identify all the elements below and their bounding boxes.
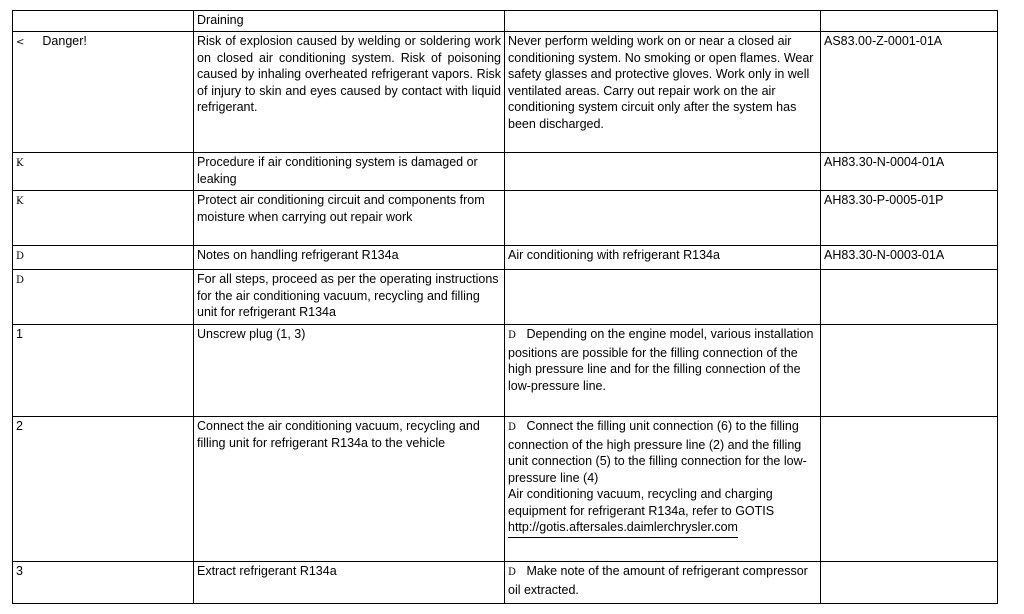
document-icon: D	[508, 422, 517, 433]
note-cell	[505, 11, 821, 32]
reference-cell	[821, 270, 998, 325]
note-cell: Air conditioning with refrigerant R134a	[505, 246, 821, 270]
section-heading: Draining	[194, 11, 505, 32]
step-text: Connect the air conditioning vacuum, recycling and filling unit for refrigerant R134a to the vehicle	[194, 417, 505, 562]
row-symbol-cell	[13, 11, 194, 32]
reference-cell	[821, 417, 998, 562]
step-text: Extract refrigerant R134a	[194, 562, 505, 604]
row-symbol-cell	[13, 191, 194, 246]
step-number: 2	[13, 417, 194, 562]
table-row	[13, 153, 998, 191]
risk-description: Risk of explosion caused by welding or soldering work on closed air conditioning system. Risk of poisoning caused by inhaling overheated refrigerant vapors. Risk of injury to skin and eyes caused by contact with liquid refrigerant.	[194, 32, 505, 153]
document-reference[interactable]: AS83.00-Z-0001-01A	[821, 32, 998, 153]
danger-cell	[13, 32, 194, 153]
table-row	[13, 417, 998, 562]
table-row	[13, 32, 998, 153]
note-text: Connect the filling unit connection (6) to the filling connection of the high pressure line (2) and the filling unit connection (5) to the filling connection for the low-pressure line (4)	[508, 419, 807, 485]
reference-cell	[821, 11, 998, 32]
step-number: 1	[13, 325, 194, 417]
step-text: Notes on handling refrigerant R134a	[194, 246, 505, 270]
table-row	[13, 270, 998, 325]
warning-icon: <	[16, 37, 25, 48]
document-reference[interactable]: AH83.30-N-0004-01A	[821, 153, 998, 191]
equipment-note: Air conditioning vacuum, recycling and charging equipment for refrigerant R134a, refer to GOTIS	[508, 487, 775, 518]
step-text: Unscrew plug (1, 3)	[194, 325, 505, 417]
document-icon: D	[16, 251, 25, 262]
reference-cell	[821, 325, 998, 417]
table-row	[13, 191, 998, 246]
document-icon: D	[508, 567, 517, 578]
gotis-link[interactable]: http://gotis.aftersales.daimlerchrysler.com	[508, 519, 738, 538]
note-symbol-icon: K	[16, 158, 24, 169]
row-symbol-cell	[13, 153, 194, 191]
table-row	[13, 246, 998, 270]
procedure-table	[12, 10, 998, 604]
document-reference[interactable]: AH83.30-N-0003-01A	[821, 246, 998, 270]
danger-label: Danger!	[42, 34, 87, 48]
note-cell	[505, 191, 821, 246]
note-text: Make note of the amount of refrigerant compressor oil extracted.	[508, 564, 808, 597]
note-cell	[505, 270, 821, 325]
note-symbol-icon: K	[16, 196, 24, 207]
note-text: Depending on the engine model, various installation positions are possible for the filling connection of the high pressure line and for the filling connection of the low-pressure line.	[508, 327, 814, 393]
safety-instructions: Never perform welding work on or near a closed air conditioning system. No smoking or open flames. Wear safety glasses and protective gloves. Work only in well ventilated areas. Carry out repair work on the air conditioning system circuit only after the system has been discharged.	[505, 32, 821, 153]
document-icon: D	[16, 275, 25, 286]
note-cell	[505, 562, 821, 604]
step-text: Procedure if air conditioning system is damaged or leaking	[194, 153, 505, 191]
reference-cell	[821, 562, 998, 604]
step-text: For all steps, proceed as per the operating instructions for the air conditioning vacuum, recycling and filling unit for refrigerant R134a	[194, 270, 505, 325]
step-text: Protect air conditioning circuit and components from moisture when carrying out repair work	[194, 191, 505, 246]
table-row	[13, 325, 998, 417]
step-number: 3	[13, 562, 194, 604]
row-symbol-cell	[13, 246, 194, 270]
row-symbol-cell	[13, 270, 194, 325]
table-row	[13, 562, 998, 604]
document-reference[interactable]: AH83.30-P-0005-01P	[821, 191, 998, 246]
note-cell	[505, 153, 821, 191]
note-cell	[505, 325, 821, 417]
table-row	[13, 11, 998, 32]
document-icon: D	[508, 330, 517, 341]
note-cell	[505, 417, 821, 562]
